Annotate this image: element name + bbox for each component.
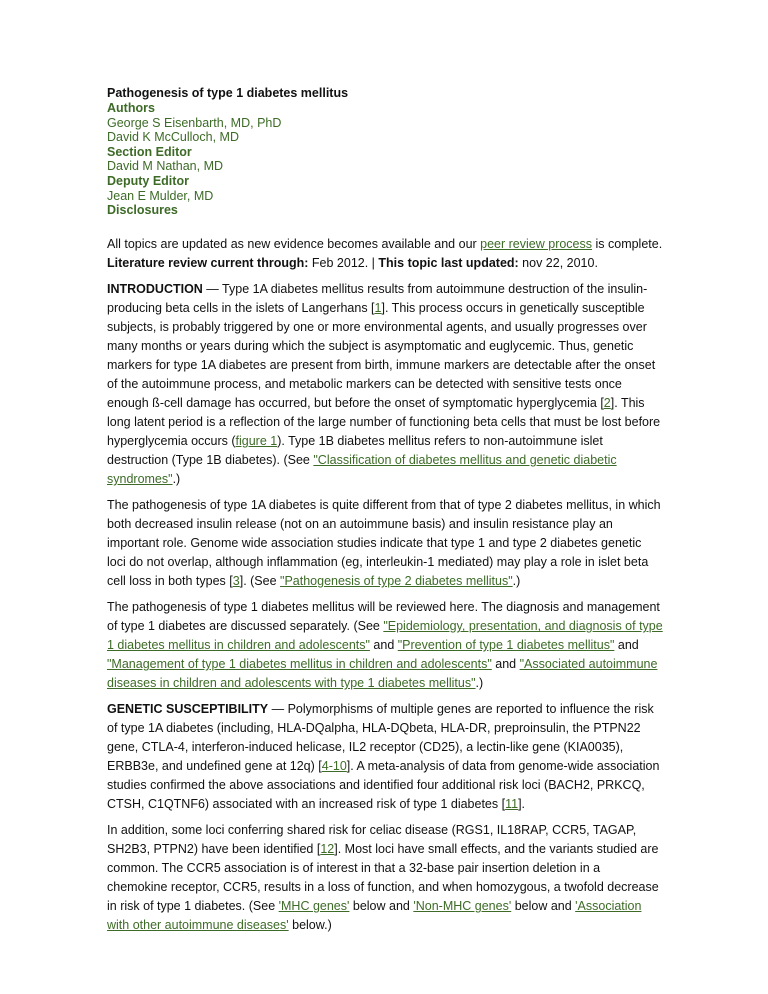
- paragraph-text: below and: [349, 899, 414, 914]
- author-1[interactable]: George S Eisenbarth, MD, PhD: [107, 115, 282, 130]
- introduction-paragraph: [107, 280, 663, 489]
- non-mhc-genes-link[interactable]: 'Non-MHC genes': [413, 899, 512, 914]
- genetic-susceptibility-heading: GENETIC SUSCEPTIBILITY: [107, 702, 269, 717]
- paragraph-text: below and: [511, 899, 576, 914]
- last-updated-label: This topic last updated:: [378, 256, 519, 271]
- intro-text: .): [172, 472, 181, 487]
- ref-4-10-link[interactable]: 4-10: [321, 759, 347, 774]
- intro-text: ). Type 1B diabetes mellitus refers to non-autoimmune islet destruction (Type 1B diabetes). (See: [107, 434, 603, 468]
- genetic-susceptibility-paragraph: [107, 700, 663, 814]
- lit-review-label: Literature review current through:: [107, 256, 309, 271]
- ref-1-link[interactable]: 1: [374, 301, 382, 316]
- paragraph-text: ]. Most loci have small effects, and the variants studied are common. The CCR5 association is of interest in that a 32-base pair insertion deletion in a chemokine receptor, CCR5, results in a loss of function, and when homozygous, a twofold decrease in risk of type 1 diabetes. (See: [107, 842, 659, 914]
- paragraph-text: and: [369, 638, 398, 653]
- epidemiology-link[interactable]: "Epidemiology, presentation, and diagnosis of type 1 diabetes mellitus in children and adolescents": [107, 619, 663, 653]
- ref-12-link[interactable]: 12: [320, 842, 335, 857]
- paragraph-text: — Polymorphisms of multiple genes are reported to influence the risk of type 1A diabetes (including, HLA-DQalpha, HLA-DQbeta, HLA-DR, preproinsulin, the PTPN22 gene, CTLA-4, interferon-induced helicase, IL2 receptor (CD25), a lectin-like gene (KIA0035), ERBB3e, and undefined gene at 12q) [: [107, 702, 654, 774]
- ref-2-link[interactable]: 2: [603, 396, 611, 411]
- paragraph-text: below.): [288, 918, 332, 933]
- paragraph-text: ].: [518, 797, 526, 812]
- section-editor[interactable]: David M Nathan, MD: [107, 159, 224, 174]
- update-text-end: is complete.: [592, 236, 663, 251]
- autoimmune-association-link[interactable]: 'Association with other autoimmune diseases': [107, 899, 642, 933]
- prevention-link[interactable]: "Prevention of type 1 diabetes mellitus": [397, 638, 615, 653]
- article: [107, 86, 663, 942]
- deputy-editor-label: Deputy Editor: [107, 173, 189, 188]
- paragraph-text: ]. (See: [239, 574, 281, 589]
- deputy-editor[interactable]: Jean E Mulder, MD: [107, 188, 214, 203]
- scope-paragraph: [107, 598, 663, 693]
- paragraph-text: .): [475, 676, 484, 691]
- update-text: All topics are updated as new evidence becomes available and our: [107, 236, 481, 251]
- paragraph-text: and: [614, 638, 639, 653]
- autoimmune-diseases-link[interactable]: "Associated autoimmune diseases in children and adolescents with type 1 diabetes mellitus": [107, 657, 658, 691]
- paragraph-text: and: [491, 657, 520, 672]
- type2-pathogenesis-link[interactable]: "Pathogenesis of type 2 diabetes mellitus": [280, 574, 513, 589]
- ref-3-link[interactable]: 3: [232, 574, 240, 589]
- paragraph-text: ]. A meta-analysis of data from genome-wide association studies confirmed the above associations and identified four additional risk loci (BACH2, PRKCQ, CTSH, C1QTNF6) associated with an increased risk of type 1 diabetes [: [107, 759, 660, 812]
- peer-review-link[interactable]: peer review process: [480, 236, 593, 251]
- ref-11-link[interactable]: 11: [505, 797, 519, 812]
- figure-1-link[interactable]: figure 1: [235, 434, 278, 449]
- review-dates: [107, 256, 663, 271]
- introduction-heading: INTRODUCTION: [107, 282, 203, 297]
- author-2[interactable]: David K McCulloch, MD: [107, 130, 239, 145]
- last-updated-value: nov 22, 2010.: [518, 256, 598, 271]
- paragraph-text: .): [512, 574, 521, 589]
- intro-text: ]. This long latent period is a reflection of the large number of functioning beta cells that must be lost before hyperglycemia occurs (: [107, 396, 661, 449]
- paragraph-text: The pathogenesis of type 1A diabetes is quite different from that of type 2 diabetes mellitus, in which both decreased insulin release (not on an autoimmune basis) and insulin resistance play an important role. Genome wide association studies indicate that type 1 and type 2 diabetes genetic loci do not overlap, although inflammation (eg, interleukin-1 mediated) may play a role in islet beta cell loss in both types [: [107, 498, 661, 589]
- disclosures-link[interactable]: Disclosures: [107, 203, 178, 218]
- section-editor-label: Section Editor: [107, 144, 192, 159]
- classification-link[interactable]: "Classification of diabetes mellitus and genetic diabetic syndromes": [107, 453, 617, 487]
- update-notice: [107, 237, 663, 252]
- article-meta: [107, 101, 663, 218]
- paragraph-text: In addition, some loci conferring shared risk for celiac disease (RGS1, IL18RAP, CCR5, TAGAP, SH2B3, PTPN2) have been identified [: [107, 823, 637, 857]
- intro-text: ]. This process occurs in genetically susceptible subjects, is probably triggered by one or more environmental agents, and usually progresses over many months or years during which the subject is asymptomatic and euglycemic. Thus, genetic markers for type 1A diabetes are present from birth, immune markers are detectable after the onset of the autoimmune process, and metabolic markers can be detected with sensitive tests once enough ß-cell damage has occurred, but before the onset of symptomatic hyperglycemia [: [107, 301, 656, 411]
- paragraph-text: The pathogenesis of type 1 diabetes mellitus will be reviewed here. The diagnosis and management of type 1 diabetes are discussed separately. (See: [107, 600, 660, 634]
- intro-text: — Type 1A diabetes mellitus results from autoimmune destruction of the insulin-producing beta cells in the islets of Langerhans [: [107, 282, 648, 316]
- type2-comparison-paragraph: [107, 496, 663, 591]
- management-link[interactable]: "Management of type 1 diabetes mellitus in children and adolescents": [107, 657, 492, 672]
- article-title: Pathogenesis of type 1 diabetes mellitus: [107, 86, 349, 100]
- celiac-loci-paragraph: [107, 821, 663, 935]
- lit-review-value: Feb 2012. |: [308, 256, 379, 271]
- authors-label: Authors: [107, 101, 155, 115]
- mhc-genes-link[interactable]: 'MHC genes': [278, 899, 350, 914]
